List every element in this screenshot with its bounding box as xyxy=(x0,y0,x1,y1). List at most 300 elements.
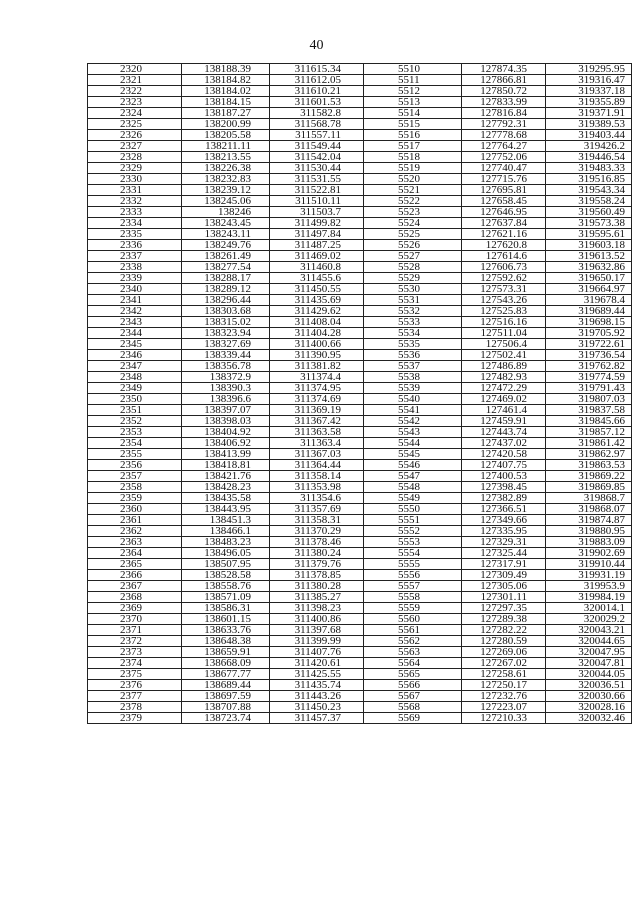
x-coordinate-right-cell: 127516.16 xyxy=(462,317,546,328)
x-coordinate-right-cell: 127752.06 xyxy=(462,152,546,163)
y-coordinate-right-cell: 319931.19 xyxy=(546,570,632,581)
table-row xyxy=(88,427,632,438)
x-coordinate-left-cell: 138397.07 xyxy=(182,405,270,416)
y-coordinate-right-cell: 319807.03 xyxy=(546,394,632,405)
table-row xyxy=(88,174,632,185)
y-coordinate-left-cell: 311455.6 xyxy=(270,273,364,284)
table-row xyxy=(88,383,632,394)
point-number-left-cell: 2372 xyxy=(88,636,182,647)
x-coordinate-right-cell: 127778.68 xyxy=(462,130,546,141)
point-number-left-cell: 2350 xyxy=(88,394,182,405)
x-coordinate-right-cell: 127866.81 xyxy=(462,75,546,86)
table-row xyxy=(88,702,632,713)
point-number-right-cell: 5528 xyxy=(364,262,462,273)
x-coordinate-right-cell: 127637.84 xyxy=(462,218,546,229)
x-coordinate-left-cell: 138327.69 xyxy=(182,339,270,350)
point-number-right-cell: 5558 xyxy=(364,592,462,603)
point-number-left-cell: 2374 xyxy=(88,658,182,669)
y-coordinate-left-cell: 311400.66 xyxy=(270,339,364,350)
y-coordinate-right-cell: 319845.66 xyxy=(546,416,632,427)
x-coordinate-right-cell: 127289.38 xyxy=(462,614,546,625)
x-coordinate-right-cell: 127305.06 xyxy=(462,581,546,592)
x-coordinate-left-cell: 138296.44 xyxy=(182,295,270,306)
point-number-left-cell: 2325 xyxy=(88,119,182,130)
x-coordinate-left-cell: 138723.74 xyxy=(182,713,270,724)
x-coordinate-right-cell: 127420.58 xyxy=(462,449,546,460)
x-coordinate-left-cell: 138243.45 xyxy=(182,218,270,229)
point-number-left-cell: 2368 xyxy=(88,592,182,603)
point-number-left-cell: 2357 xyxy=(88,471,182,482)
x-coordinate-right-cell: 127874.35 xyxy=(462,64,546,75)
y-coordinate-right-cell: 319722.61 xyxy=(546,339,632,350)
point-number-left-cell: 2321 xyxy=(88,75,182,86)
y-coordinate-right-cell: 320044.05 xyxy=(546,669,632,680)
x-coordinate-right-cell: 127502.41 xyxy=(462,350,546,361)
table-row xyxy=(88,482,632,493)
y-coordinate-right-cell: 319762.82 xyxy=(546,361,632,372)
point-number-right-cell: 5510 xyxy=(364,64,462,75)
y-coordinate-left-cell: 311358.14 xyxy=(270,471,364,482)
point-number-left-cell: 2359 xyxy=(88,493,182,504)
x-coordinate-left-cell: 138677.77 xyxy=(182,669,270,680)
x-coordinate-right-cell: 127250.17 xyxy=(462,680,546,691)
y-coordinate-right-cell: 319689.44 xyxy=(546,306,632,317)
y-coordinate-left-cell: 311425.55 xyxy=(270,669,364,680)
point-number-right-cell: 5556 xyxy=(364,570,462,581)
table-row xyxy=(88,680,632,691)
x-coordinate-right-cell: 127398.45 xyxy=(462,482,546,493)
x-coordinate-right-cell: 127792.31 xyxy=(462,119,546,130)
point-number-right-cell: 5516 xyxy=(364,130,462,141)
point-number-left-cell: 2355 xyxy=(88,449,182,460)
x-coordinate-left-cell: 138451.3 xyxy=(182,515,270,526)
x-coordinate-left-cell: 138187.27 xyxy=(182,108,270,119)
point-number-right-cell: 5535 xyxy=(364,339,462,350)
point-number-left-cell: 2327 xyxy=(88,141,182,152)
table-row xyxy=(88,119,632,130)
x-coordinate-right-cell: 127658.45 xyxy=(462,196,546,207)
point-number-left-cell: 2349 xyxy=(88,383,182,394)
x-coordinate-right-cell: 127543.26 xyxy=(462,295,546,306)
x-coordinate-right-cell: 127443.74 xyxy=(462,427,546,438)
x-coordinate-left-cell: 138507.95 xyxy=(182,559,270,570)
table-row xyxy=(88,592,632,603)
point-number-left-cell: 2378 xyxy=(88,702,182,713)
y-coordinate-left-cell: 311443.26 xyxy=(270,691,364,702)
point-number-left-cell: 2376 xyxy=(88,680,182,691)
table-row xyxy=(88,460,632,471)
table-row xyxy=(88,108,632,119)
table-row xyxy=(88,515,632,526)
point-number-left-cell: 2379 xyxy=(88,713,182,724)
x-coordinate-left-cell: 138390.3 xyxy=(182,383,270,394)
x-coordinate-right-cell: 127486.89 xyxy=(462,361,546,372)
x-coordinate-left-cell: 138413.99 xyxy=(182,449,270,460)
point-number-right-cell: 5552 xyxy=(364,526,462,537)
y-coordinate-left-cell: 311367.42 xyxy=(270,416,364,427)
x-coordinate-left-cell: 138396.6 xyxy=(182,394,270,405)
point-number-left-cell: 2360 xyxy=(88,504,182,515)
y-coordinate-left-cell: 311557.11 xyxy=(270,130,364,141)
x-coordinate-left-cell: 138339.44 xyxy=(182,350,270,361)
table-row xyxy=(88,152,632,163)
point-number-left-cell: 2329 xyxy=(88,163,182,174)
y-coordinate-right-cell: 319953.9 xyxy=(546,581,632,592)
x-coordinate-right-cell: 127573.31 xyxy=(462,284,546,295)
x-coordinate-right-cell: 127472.29 xyxy=(462,383,546,394)
point-number-right-cell: 5567 xyxy=(364,691,462,702)
point-number-left-cell: 2346 xyxy=(88,350,182,361)
y-coordinate-left-cell: 311503.7 xyxy=(270,207,364,218)
x-coordinate-right-cell: 127469.02 xyxy=(462,394,546,405)
x-coordinate-left-cell: 138315.02 xyxy=(182,317,270,328)
table-row xyxy=(88,581,632,592)
point-number-left-cell: 2342 xyxy=(88,306,182,317)
point-number-right-cell: 5530 xyxy=(364,284,462,295)
x-coordinate-right-cell: 127764.27 xyxy=(462,141,546,152)
point-number-right-cell: 5518 xyxy=(364,152,462,163)
y-coordinate-left-cell: 311374.69 xyxy=(270,394,364,405)
y-coordinate-left-cell: 311363.58 xyxy=(270,427,364,438)
point-number-left-cell: 2370 xyxy=(88,614,182,625)
x-coordinate-right-cell: 127614.6 xyxy=(462,251,546,262)
y-coordinate-right-cell: 320014.1 xyxy=(546,603,632,614)
y-coordinate-left-cell: 311457.37 xyxy=(270,713,364,724)
table-row xyxy=(88,658,632,669)
point-number-left-cell: 2365 xyxy=(88,559,182,570)
point-number-right-cell: 5553 xyxy=(364,537,462,548)
point-number-right-cell: 5534 xyxy=(364,328,462,339)
x-coordinate-left-cell: 138586.31 xyxy=(182,603,270,614)
x-coordinate-left-cell: 138211.11 xyxy=(182,141,270,152)
coordinates-table-body xyxy=(88,64,632,724)
x-coordinate-right-cell: 127833.99 xyxy=(462,97,546,108)
point-number-right-cell: 5547 xyxy=(364,471,462,482)
x-coordinate-left-cell: 138404.92 xyxy=(182,427,270,438)
point-number-left-cell: 2371 xyxy=(88,625,182,636)
point-number-left-cell: 2340 xyxy=(88,284,182,295)
point-number-right-cell: 5545 xyxy=(364,449,462,460)
y-coordinate-right-cell: 319698.15 xyxy=(546,317,632,328)
point-number-left-cell: 2333 xyxy=(88,207,182,218)
y-coordinate-left-cell: 311357.69 xyxy=(270,504,364,515)
table-row xyxy=(88,405,632,416)
point-number-left-cell: 2364 xyxy=(88,548,182,559)
x-coordinate-right-cell: 127715.76 xyxy=(462,174,546,185)
y-coordinate-right-cell: 319862.97 xyxy=(546,449,632,460)
point-number-right-cell: 5526 xyxy=(364,240,462,251)
y-coordinate-left-cell: 311379.76 xyxy=(270,559,364,570)
y-coordinate-right-cell: 319446.54 xyxy=(546,152,632,163)
x-coordinate-left-cell: 138418.81 xyxy=(182,460,270,471)
point-number-right-cell: 5542 xyxy=(364,416,462,427)
x-coordinate-left-cell: 138601.15 xyxy=(182,614,270,625)
point-number-right-cell: 5554 xyxy=(364,548,462,559)
point-number-right-cell: 5548 xyxy=(364,482,462,493)
y-coordinate-right-cell: 319483.33 xyxy=(546,163,632,174)
x-coordinate-right-cell: 127740.47 xyxy=(462,163,546,174)
x-coordinate-right-cell: 127606.73 xyxy=(462,262,546,273)
point-number-left-cell: 2347 xyxy=(88,361,182,372)
y-coordinate-right-cell: 319650.17 xyxy=(546,273,632,284)
y-coordinate-left-cell: 311400.86 xyxy=(270,614,364,625)
x-coordinate-left-cell: 138246 xyxy=(182,207,270,218)
x-coordinate-right-cell: 127223.07 xyxy=(462,702,546,713)
table-row xyxy=(88,251,632,262)
point-number-right-cell: 5569 xyxy=(364,713,462,724)
point-number-right-cell: 5557 xyxy=(364,581,462,592)
x-coordinate-right-cell: 127816.84 xyxy=(462,108,546,119)
y-coordinate-left-cell: 311390.95 xyxy=(270,350,364,361)
y-coordinate-right-cell: 319883.09 xyxy=(546,537,632,548)
y-coordinate-left-cell: 311407.76 xyxy=(270,647,364,658)
x-coordinate-left-cell: 138697.59 xyxy=(182,691,270,702)
x-coordinate-left-cell: 138277.54 xyxy=(182,262,270,273)
point-number-right-cell: 5562 xyxy=(364,636,462,647)
table-row xyxy=(88,284,632,295)
table-row xyxy=(88,548,632,559)
table-row xyxy=(88,537,632,548)
y-coordinate-left-cell: 311380.28 xyxy=(270,581,364,592)
x-coordinate-right-cell: 127850.72 xyxy=(462,86,546,97)
point-number-left-cell: 2362 xyxy=(88,526,182,537)
y-coordinate-left-cell: 311420.61 xyxy=(270,658,364,669)
table-row xyxy=(88,317,632,328)
point-number-left-cell: 2328 xyxy=(88,152,182,163)
y-coordinate-right-cell: 319573.38 xyxy=(546,218,632,229)
x-coordinate-left-cell: 138689.44 xyxy=(182,680,270,691)
y-coordinate-right-cell: 319595.61 xyxy=(546,229,632,240)
y-coordinate-right-cell: 319389.53 xyxy=(546,119,632,130)
y-coordinate-left-cell: 311582.8 xyxy=(270,108,364,119)
y-coordinate-right-cell: 319632.86 xyxy=(546,262,632,273)
point-number-right-cell: 5561 xyxy=(364,625,462,636)
table-row xyxy=(88,306,632,317)
point-number-right-cell: 5527 xyxy=(364,251,462,262)
table-row xyxy=(88,361,632,372)
y-coordinate-right-cell: 319869.85 xyxy=(546,482,632,493)
y-coordinate-left-cell: 311615.34 xyxy=(270,64,364,75)
point-number-right-cell: 5550 xyxy=(364,504,462,515)
x-coordinate-left-cell: 138213.55 xyxy=(182,152,270,163)
x-coordinate-right-cell: 127329.31 xyxy=(462,537,546,548)
y-coordinate-left-cell: 311549.44 xyxy=(270,141,364,152)
point-number-right-cell: 5514 xyxy=(364,108,462,119)
table-row xyxy=(88,86,632,97)
point-number-right-cell: 5540 xyxy=(364,394,462,405)
point-number-left-cell: 2324 xyxy=(88,108,182,119)
table-row xyxy=(88,328,632,339)
table-row xyxy=(88,229,632,240)
x-coordinate-right-cell: 127695.81 xyxy=(462,185,546,196)
y-coordinate-right-cell: 319868.07 xyxy=(546,504,632,515)
y-coordinate-right-cell: 319516.85 xyxy=(546,174,632,185)
point-number-left-cell: 2353 xyxy=(88,427,182,438)
y-coordinate-right-cell: 319791.43 xyxy=(546,383,632,394)
x-coordinate-left-cell: 138435.58 xyxy=(182,493,270,504)
y-coordinate-left-cell: 311408.04 xyxy=(270,317,364,328)
x-coordinate-left-cell: 138249.76 xyxy=(182,240,270,251)
point-number-right-cell: 5564 xyxy=(364,658,462,669)
point-number-left-cell: 2358 xyxy=(88,482,182,493)
x-coordinate-right-cell: 127511.04 xyxy=(462,328,546,339)
point-number-left-cell: 2337 xyxy=(88,251,182,262)
x-coordinate-left-cell: 138428.23 xyxy=(182,482,270,493)
y-coordinate-right-cell: 320047.81 xyxy=(546,658,632,669)
table-row xyxy=(88,64,632,75)
y-coordinate-left-cell: 311531.55 xyxy=(270,174,364,185)
point-number-right-cell: 5549 xyxy=(364,493,462,504)
x-coordinate-right-cell: 127459.91 xyxy=(462,416,546,427)
x-coordinate-left-cell: 138226.38 xyxy=(182,163,270,174)
y-coordinate-right-cell: 319837.58 xyxy=(546,405,632,416)
table-row xyxy=(88,372,632,383)
table-row xyxy=(88,273,632,284)
table-row xyxy=(88,438,632,449)
x-coordinate-left-cell: 138245.06 xyxy=(182,196,270,207)
x-coordinate-left-cell: 138243.11 xyxy=(182,229,270,240)
y-coordinate-right-cell: 319736.54 xyxy=(546,350,632,361)
y-coordinate-left-cell: 311435.74 xyxy=(270,680,364,691)
y-coordinate-left-cell: 311398.23 xyxy=(270,603,364,614)
table-row xyxy=(88,713,632,724)
point-number-right-cell: 5559 xyxy=(364,603,462,614)
y-coordinate-right-cell: 319560.49 xyxy=(546,207,632,218)
x-coordinate-left-cell: 138707.88 xyxy=(182,702,270,713)
y-coordinate-left-cell: 311499.82 xyxy=(270,218,364,229)
x-coordinate-right-cell: 127232.76 xyxy=(462,691,546,702)
point-number-left-cell: 2336 xyxy=(88,240,182,251)
table-row xyxy=(88,339,632,350)
table-row xyxy=(88,141,632,152)
table-row xyxy=(88,185,632,196)
y-coordinate-left-cell: 311612.05 xyxy=(270,75,364,86)
point-number-right-cell: 5517 xyxy=(364,141,462,152)
table-row xyxy=(88,570,632,581)
x-coordinate-left-cell: 138443.95 xyxy=(182,504,270,515)
y-coordinate-left-cell: 311429.62 xyxy=(270,306,364,317)
x-coordinate-left-cell: 138184.02 xyxy=(182,86,270,97)
y-coordinate-right-cell: 319664.97 xyxy=(546,284,632,295)
y-coordinate-right-cell: 319902.69 xyxy=(546,548,632,559)
x-coordinate-left-cell: 138205.58 xyxy=(182,130,270,141)
x-coordinate-right-cell: 127269.06 xyxy=(462,647,546,658)
y-coordinate-left-cell: 311542.04 xyxy=(270,152,364,163)
x-coordinate-left-cell: 138659.91 xyxy=(182,647,270,658)
x-coordinate-left-cell: 138323.94 xyxy=(182,328,270,339)
y-coordinate-right-cell: 319337.18 xyxy=(546,86,632,97)
point-number-left-cell: 2334 xyxy=(88,218,182,229)
y-coordinate-left-cell: 311568.78 xyxy=(270,119,364,130)
y-coordinate-left-cell: 311610.21 xyxy=(270,86,364,97)
y-coordinate-left-cell: 311469.02 xyxy=(270,251,364,262)
x-coordinate-right-cell: 127335.95 xyxy=(462,526,546,537)
point-number-right-cell: 5521 xyxy=(364,185,462,196)
y-coordinate-right-cell: 319863.53 xyxy=(546,460,632,471)
y-coordinate-left-cell: 311497.84 xyxy=(270,229,364,240)
table-row xyxy=(88,636,632,647)
y-coordinate-left-cell: 311380.24 xyxy=(270,548,364,559)
y-coordinate-right-cell: 319371.91 xyxy=(546,108,632,119)
table-row xyxy=(88,559,632,570)
y-coordinate-left-cell: 311385.27 xyxy=(270,592,364,603)
x-coordinate-left-cell: 138303.68 xyxy=(182,306,270,317)
x-coordinate-right-cell: 127317.91 xyxy=(462,559,546,570)
y-coordinate-right-cell: 320030.66 xyxy=(546,691,632,702)
x-coordinate-right-cell: 127620.8 xyxy=(462,240,546,251)
x-coordinate-left-cell: 138633.76 xyxy=(182,625,270,636)
x-coordinate-right-cell: 127309.49 xyxy=(462,570,546,581)
x-coordinate-left-cell: 138261.49 xyxy=(182,251,270,262)
table-row xyxy=(88,449,632,460)
point-number-right-cell: 5524 xyxy=(364,218,462,229)
point-number-left-cell: 2363 xyxy=(88,537,182,548)
y-coordinate-right-cell: 319355.89 xyxy=(546,97,632,108)
y-coordinate-left-cell: 311364.44 xyxy=(270,460,364,471)
table-row xyxy=(88,647,632,658)
y-coordinate-left-cell: 311353.98 xyxy=(270,482,364,493)
y-coordinate-left-cell: 311522.81 xyxy=(270,185,364,196)
y-coordinate-right-cell: 319295.95 xyxy=(546,64,632,75)
y-coordinate-right-cell: 319603.18 xyxy=(546,240,632,251)
point-number-right-cell: 5525 xyxy=(364,229,462,240)
point-number-left-cell: 2335 xyxy=(88,229,182,240)
point-number-right-cell: 5568 xyxy=(364,702,462,713)
point-number-right-cell: 5511 xyxy=(364,75,462,86)
table-row xyxy=(88,262,632,273)
y-coordinate-left-cell: 311378.46 xyxy=(270,537,364,548)
x-coordinate-left-cell: 138496.05 xyxy=(182,548,270,559)
x-coordinate-right-cell: 127301.11 xyxy=(462,592,546,603)
y-coordinate-right-cell: 320044.65 xyxy=(546,636,632,647)
y-coordinate-left-cell: 311397.68 xyxy=(270,625,364,636)
y-coordinate-left-cell: 311530.44 xyxy=(270,163,364,174)
point-number-right-cell: 5522 xyxy=(364,196,462,207)
y-coordinate-left-cell: 311460.8 xyxy=(270,262,364,273)
point-number-left-cell: 2343 xyxy=(88,317,182,328)
point-number-left-cell: 2344 xyxy=(88,328,182,339)
y-coordinate-left-cell: 311487.25 xyxy=(270,240,364,251)
point-number-right-cell: 5533 xyxy=(364,317,462,328)
table-row xyxy=(88,471,632,482)
y-coordinate-right-cell: 319910.44 xyxy=(546,559,632,570)
x-coordinate-right-cell: 127282.22 xyxy=(462,625,546,636)
y-coordinate-left-cell: 311381.82 xyxy=(270,361,364,372)
point-number-right-cell: 5519 xyxy=(364,163,462,174)
x-coordinate-right-cell: 127482.93 xyxy=(462,372,546,383)
x-coordinate-left-cell: 138421.76 xyxy=(182,471,270,482)
x-coordinate-right-cell: 127267.02 xyxy=(462,658,546,669)
table-row xyxy=(88,669,632,680)
x-coordinate-right-cell: 127407.75 xyxy=(462,460,546,471)
x-coordinate-right-cell: 127400.53 xyxy=(462,471,546,482)
point-number-left-cell: 2351 xyxy=(88,405,182,416)
point-number-left-cell: 2377 xyxy=(88,691,182,702)
x-coordinate-left-cell: 138188.39 xyxy=(182,64,270,75)
table-row xyxy=(88,603,632,614)
x-coordinate-left-cell: 138356.78 xyxy=(182,361,270,372)
y-coordinate-left-cell: 311404.28 xyxy=(270,328,364,339)
point-number-left-cell: 2375 xyxy=(88,669,182,680)
table-row xyxy=(88,416,632,427)
table-row xyxy=(88,130,632,141)
x-coordinate-left-cell: 138184.15 xyxy=(182,97,270,108)
x-coordinate-right-cell: 127382.89 xyxy=(462,493,546,504)
table-row xyxy=(88,526,632,537)
point-number-right-cell: 5515 xyxy=(364,119,462,130)
y-coordinate-left-cell: 311399.99 xyxy=(270,636,364,647)
x-coordinate-left-cell: 138289.12 xyxy=(182,284,270,295)
